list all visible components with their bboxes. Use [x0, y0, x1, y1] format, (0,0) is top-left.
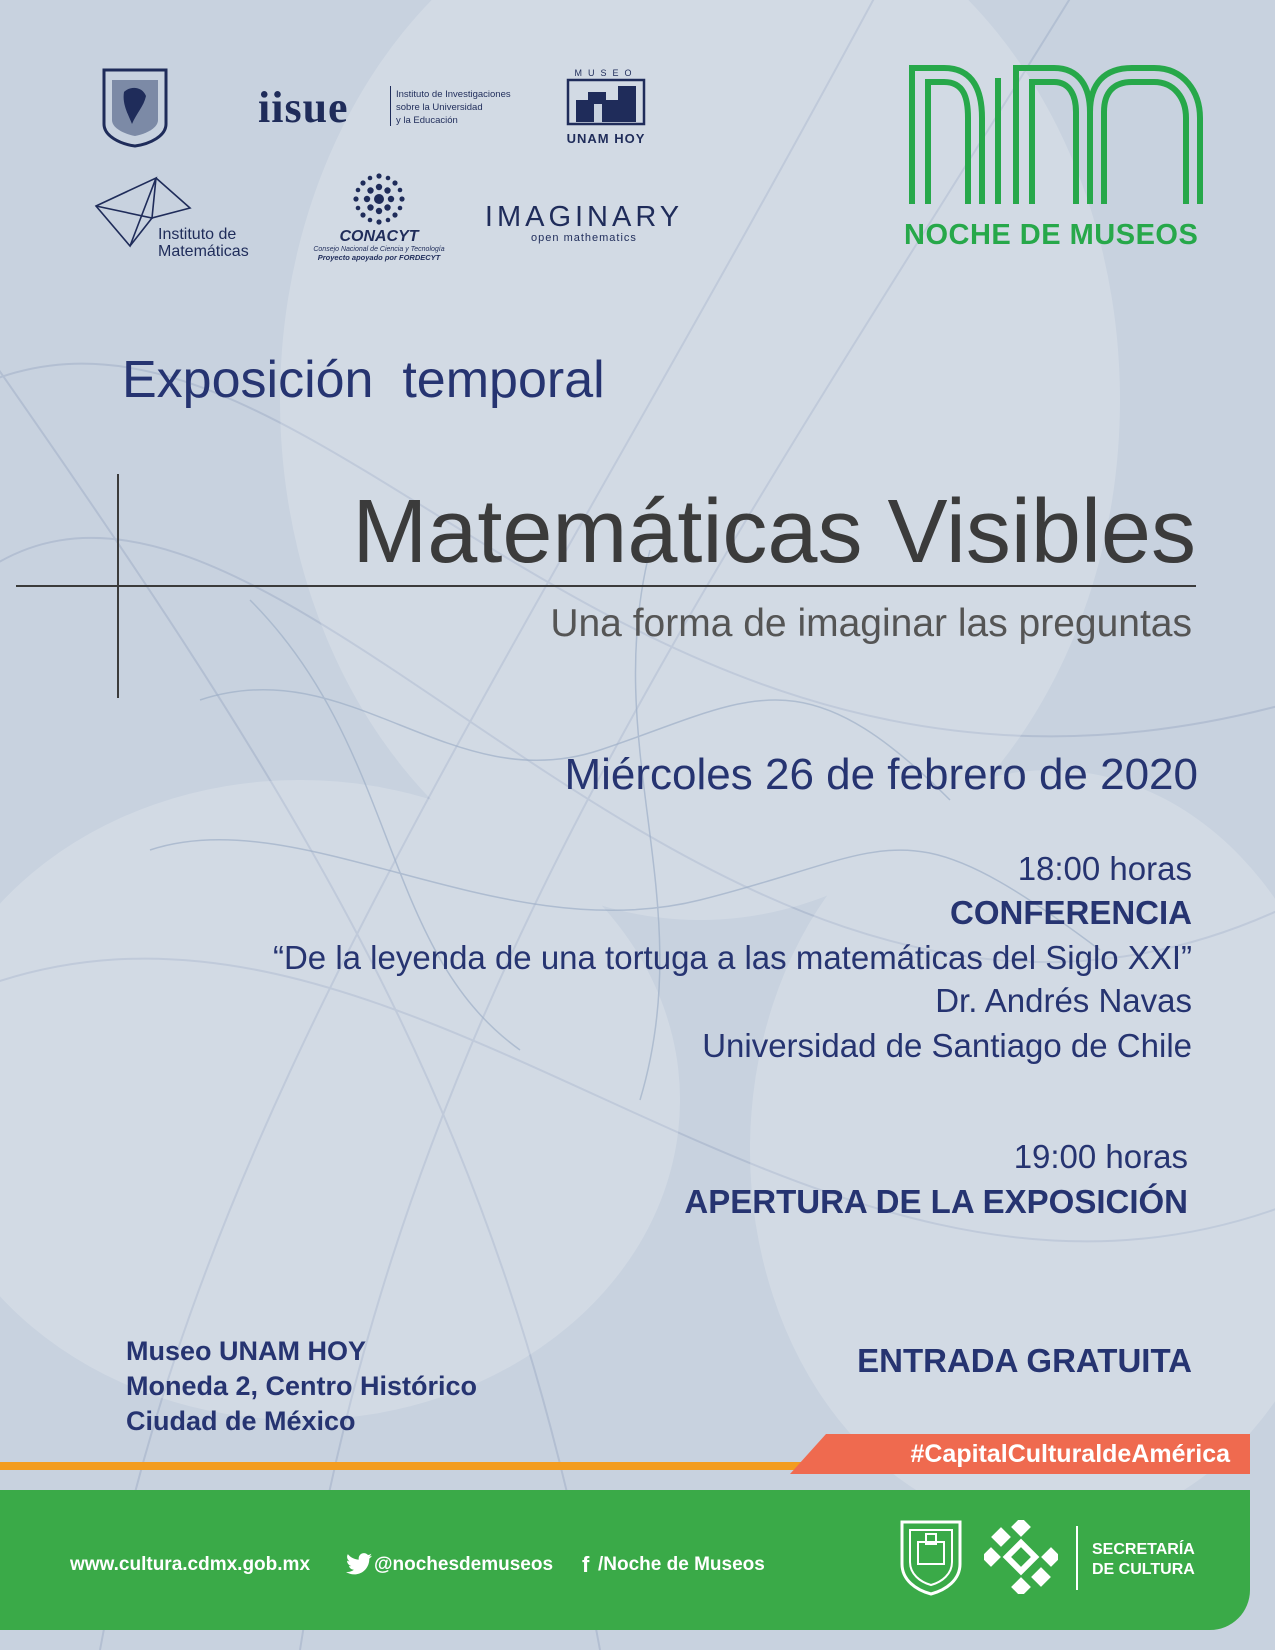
exhibition-title: Matemáticas Visibles	[352, 482, 1196, 582]
conference-label: CONFERENCIA	[949, 894, 1192, 931]
speaker-affiliation: Universidad de Santiago de Chile	[702, 1027, 1192, 1064]
venue-line-3: Ciudad de México	[126, 1406, 356, 1436]
title-horizontal-rule	[16, 585, 1196, 587]
speaker-name: Dr. Andrés Navas	[935, 982, 1192, 1019]
iisue-line-1: Instituto de Investigaciones	[396, 89, 511, 100]
exhibition-subtitle: Una forma de imaginar las preguntas	[550, 602, 1192, 645]
footer-vertical-divider	[1076, 1526, 1078, 1590]
footer-bar	[0, 1490, 1250, 1630]
venue-line-2: Moneda 2, Centro Histórico	[126, 1371, 478, 1401]
opening-time: 19:00 horas	[1013, 1138, 1188, 1175]
secretaria-line-2: DE CULTURA	[1092, 1561, 1195, 1578]
conacyt-dots-icon	[352, 172, 406, 226]
exhibition-kicker: Exposición temporal	[122, 351, 605, 409]
museo-bottom-text: UNAM HOY	[566, 131, 646, 146]
iisue-name: iisue	[258, 83, 349, 132]
cdmx-shield-icon	[898, 1518, 964, 1596]
twitter-icon[interactable]	[346, 1553, 372, 1575]
noche-de-museos-logo	[904, 48, 1240, 252]
imate-line-1: Instituto de	[158, 226, 237, 243]
secretaria-line-1: SECRETARÍA	[1092, 1541, 1195, 1558]
iisue-line-2: sobre la Universidad	[396, 102, 483, 113]
footer-website[interactable]: www.cultura.cdmx.gob.mx	[70, 1554, 311, 1575]
noche-name: NOCHE DE MUSEOS	[904, 219, 1199, 251]
conacyt-logo	[308, 172, 450, 262]
instituto-matematicas-text	[158, 226, 249, 260]
conacyt-name: CONACYT	[339, 228, 419, 245]
facebook-icon[interactable]: f	[582, 1552, 590, 1577]
footer-twitter[interactable]: @nochesdemuseos	[374, 1554, 554, 1575]
museo-top-text: MUSEO	[574, 68, 638, 78]
conference-title: “De la leyenda de una tortuga a las matemáticas del Siglo XXI”	[272, 939, 1192, 976]
iisue-divider	[390, 86, 391, 126]
iisue-line-3: y la Educación	[396, 115, 458, 126]
iisue-description	[396, 88, 511, 127]
secretaria-de-cultura	[1092, 1540, 1195, 1580]
orange-divider	[0, 1462, 900, 1470]
museo-unam-hoy-logo	[564, 68, 648, 146]
conference-time: 18:00 horas	[1017, 850, 1192, 887]
event-date: Miércoles 26 de febrero de 2020	[564, 750, 1198, 799]
unam-seal-logo	[98, 66, 172, 148]
venue-address	[126, 1334, 477, 1439]
iisue-logo	[258, 82, 349, 133]
venue-line-1: Museo UNAM HOY	[126, 1336, 367, 1366]
cdmx-emblem-icon	[984, 1520, 1058, 1594]
imaginary-sub: open mathematics	[531, 232, 637, 244]
footer-facebook[interactable]: /Noche de Museos	[598, 1554, 765, 1575]
nm-monogram-icon	[904, 48, 1234, 208]
hashtag-text: #CapitalCulturaldeAmérica	[910, 1440, 1230, 1468]
opening-label: APERTURA DE LA EXPOSICIÓN	[684, 1183, 1188, 1220]
imaginary-name: IMAGINARY	[484, 201, 684, 233]
museo-building-icon	[566, 78, 646, 126]
admission-text: ENTRADA GRATUITA	[857, 1342, 1192, 1379]
conacyt-sub-2: Proyecto apoyado por FORDECYT	[317, 253, 441, 262]
imaginary-logo	[474, 202, 694, 244]
imate-line-2: Matemáticas	[158, 243, 249, 260]
conacyt-sub-1: Consejo Nacional de Ciencia y Tecnología	[313, 246, 445, 253]
